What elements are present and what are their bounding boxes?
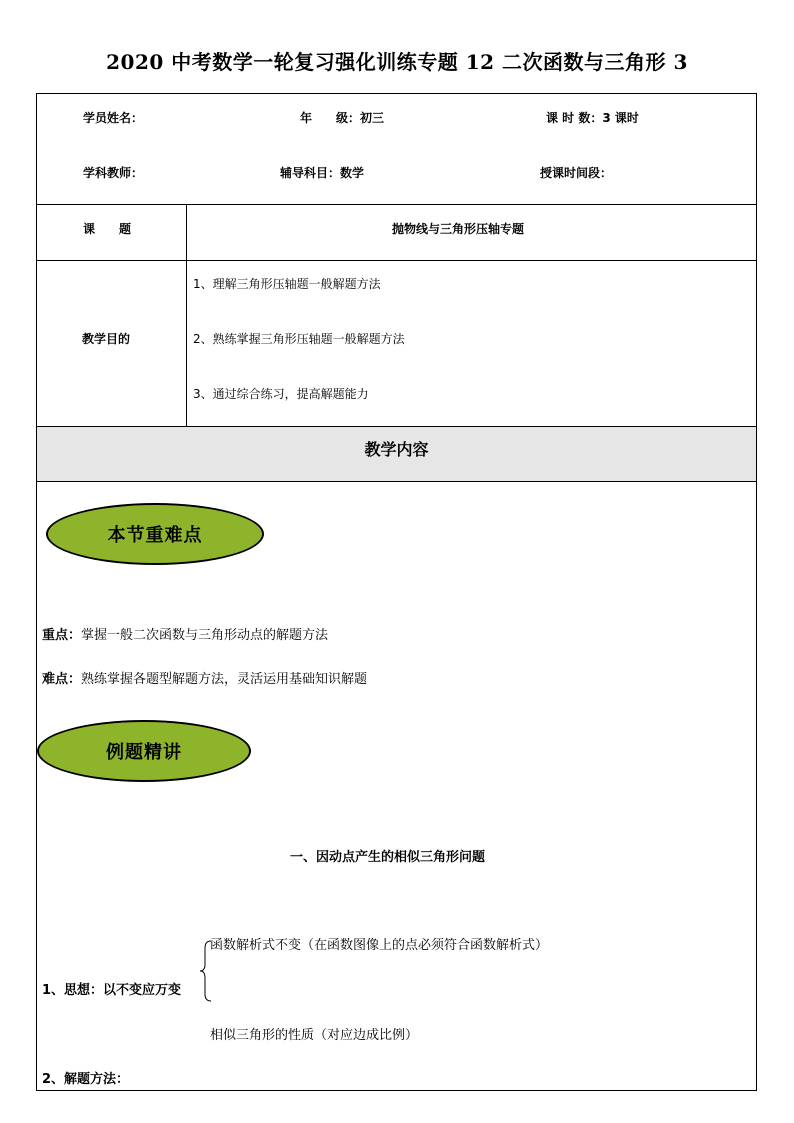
grade-label: 年 级：初三 — [300, 111, 385, 125]
topic-label: 课 题 — [83, 222, 132, 236]
difficult-point-text: 熟练掌握各题型解题方法，灵活运用基础知识解题 — [81, 672, 368, 687]
content-heading: 教学内容 — [364, 440, 429, 459]
idea-branch-similarity: 相似三角形的性质（对应边成比例） — [210, 1028, 419, 1043]
row-divider — [36, 204, 757, 205]
difficult-point-label: 难点： — [42, 672, 82, 687]
row-divider — [36, 260, 757, 261]
student-name-label: 学员姓名： — [83, 111, 144, 125]
hours-label: 课 时 数：3 课时 — [546, 111, 639, 125]
key-points-badge-label: 本节重难点 — [107, 525, 203, 546]
topic-value: 抛物线与三角形压轴专题 — [392, 222, 525, 236]
column-divider — [186, 204, 187, 426]
key-point-label: 重点： — [42, 628, 82, 643]
idea-label: 1、思想：以不变应万变 — [42, 983, 182, 998]
goal-item: 1、理解三角形压轴题一般解题方法 — [193, 277, 381, 291]
document-title: 2020 中考数学一轮复习强化训练专题 12 二次函数与三角形 3 — [106, 50, 688, 74]
row-divider — [36, 481, 757, 482]
method-label: 2、解题方法： — [42, 1072, 130, 1087]
time-label: 授课时间段： — [540, 166, 613, 180]
examples-badge — [37, 720, 251, 782]
goals-label: 教学目的 — [82, 332, 131, 346]
examples-badge-label: 例题精讲 — [106, 742, 182, 763]
key-point-line — [42, 624, 328, 643]
key-point-text: 掌握一般二次函数与三角形动点的解题方法 — [81, 628, 329, 643]
goal-item: 3、通过综合练习，提高解题能力 — [193, 387, 369, 401]
difficult-point-line — [42, 668, 367, 687]
key-points-badge — [46, 503, 264, 565]
subject-label: 辅导科目：数学 — [280, 166, 365, 180]
goal-item: 2、熟练掌握三角形压轴题一般解题方法 — [193, 332, 405, 346]
curly-brace-icon — [199, 940, 213, 1002]
section-title: 一、因动点产生的相似三角形问题 — [290, 850, 486, 865]
teacher-label: 学科教师： — [83, 166, 144, 180]
idea-branch-function: 函数解析式不变（在函数图像上的点必须符合函数解析式） — [210, 938, 549, 953]
